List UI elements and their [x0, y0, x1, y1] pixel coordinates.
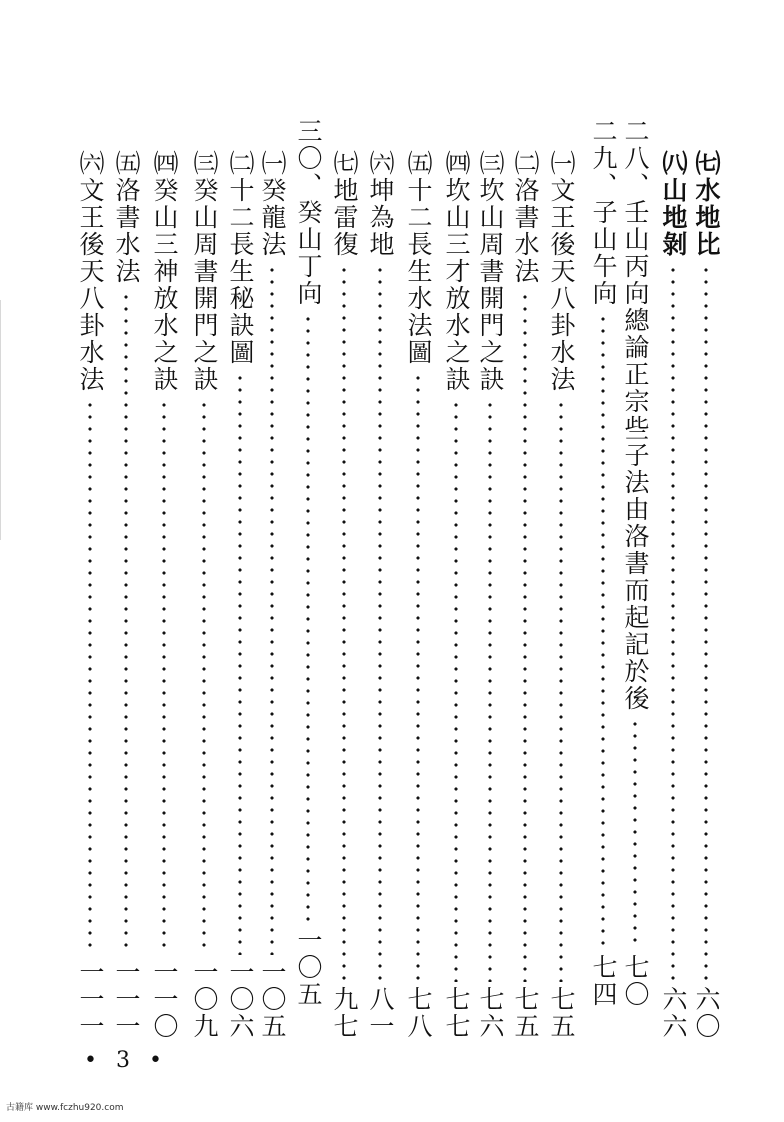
toc-entry-page: 一一〇: [150, 959, 179, 1040]
toc-entry-title: 三〇、癸山丁向: [294, 118, 323, 307]
toc-entry: [72, 150, 108, 1040]
toc-entry: [472, 150, 508, 1040]
toc-entry-title: ㈥坤為地: [366, 150, 395, 258]
toc-entry-page: 七五: [547, 986, 576, 1040]
toc-entry-page: 九七: [330, 986, 359, 1040]
toc-entry-title: ㈠癸龍法: [258, 150, 287, 258]
dot-leader: [238, 372, 242, 955]
dot-leader: [633, 718, 637, 950]
toc-entry: [400, 150, 436, 1040]
dot-leader: [162, 399, 166, 955]
dot-leader: [454, 399, 458, 982]
toc-entry-title: ㈦地雷復: [330, 150, 359, 258]
toc-entry-title: ㈡十二長生秘訣圖: [226, 150, 255, 366]
toc-entry-page: 七八: [404, 986, 433, 1040]
toc-entry: [254, 150, 290, 1040]
toc-entry-page: 一〇五: [294, 927, 323, 1008]
toc-entry-page: 七四: [589, 954, 618, 1008]
toc-entry-title: ㈢癸山周書開門之訣: [190, 150, 219, 393]
toc-entry-page: 六〇: [692, 986, 721, 1040]
toc-entry: [543, 150, 579, 1040]
toc-entry: [507, 150, 543, 1040]
dot-leader: [378, 264, 382, 982]
toc-entry-title: ㈤洛書水法: [112, 150, 141, 285]
toc-entry-title: ㈥文王後天八卦水法: [76, 150, 105, 393]
toc-entry: [688, 150, 724, 1040]
toc-entry-page: 一一一: [76, 959, 105, 1040]
toc-entry-page: 七七: [442, 986, 471, 1040]
dot-leader: [88, 399, 92, 955]
toc-entry-title: ㈧山地剝: [659, 150, 688, 258]
toc-entry-title: ㈤十二長生水法圖: [404, 150, 433, 366]
toc-entry: [655, 150, 691, 1040]
toc-entry-page: 七六: [476, 986, 505, 1040]
dot-leader: [124, 291, 128, 955]
toc-entry-title: 二八、壬山丙向總論正宗些子法由洛書而起記於後: [621, 118, 650, 712]
toc-entry: [186, 150, 222, 1040]
dot-leader: [523, 291, 527, 982]
dot-leader: [306, 313, 310, 923]
toc-entry: [362, 150, 398, 1040]
watermark: 古籍库 www.fczhu920.com: [6, 1103, 124, 1113]
toc-entry: [290, 118, 326, 1008]
toc-entry-page: 八一: [366, 986, 395, 1040]
toc-entry-title: ㈢坎山周書開門之訣: [476, 150, 505, 393]
dot-leader: [202, 399, 206, 955]
toc-entry-page: 七五: [511, 986, 540, 1040]
toc-entry-page: 一〇六: [226, 959, 255, 1040]
toc-entry-title: ㈣坎山三才放水之訣: [442, 150, 471, 393]
toc-entry-page: 一〇九: [190, 959, 219, 1040]
toc-entry: [146, 150, 182, 1040]
toc-entry-page: 七〇: [621, 954, 650, 1008]
toc-entry: [438, 150, 474, 1040]
dot-leader: [342, 264, 346, 982]
dot-leader: [559, 399, 563, 982]
dot-leader: [416, 372, 420, 982]
toc-entry-page: 六六: [659, 986, 688, 1040]
dot-leader: [601, 313, 605, 950]
page-number: • 3 •: [84, 1048, 168, 1073]
toc-entry-title: 二九、子山午向: [589, 118, 618, 307]
toc-entry-page: 一〇五: [258, 959, 287, 1040]
toc-entry-title: ㈦水地比: [692, 150, 721, 258]
toc-entry: [617, 118, 653, 1008]
toc-entry-page: 一一一: [112, 959, 141, 1040]
toc-entry-title: ㈠文王後天八卦水法: [547, 150, 576, 393]
toc-entry: [326, 150, 362, 1040]
dot-leader: [704, 264, 708, 982]
toc-entry-title: ㈡洛書水法: [511, 150, 540, 285]
toc-entry: [108, 150, 144, 1040]
scan-edge-line: [0, 300, 1, 540]
dot-leader: [671, 264, 675, 982]
dot-leader: [488, 399, 492, 982]
dot-leader: [270, 264, 274, 955]
toc-entry: [222, 150, 258, 1040]
toc-entry: [585, 118, 621, 1008]
toc-entry-title: ㈣癸山三神放水之訣: [150, 150, 179, 393]
